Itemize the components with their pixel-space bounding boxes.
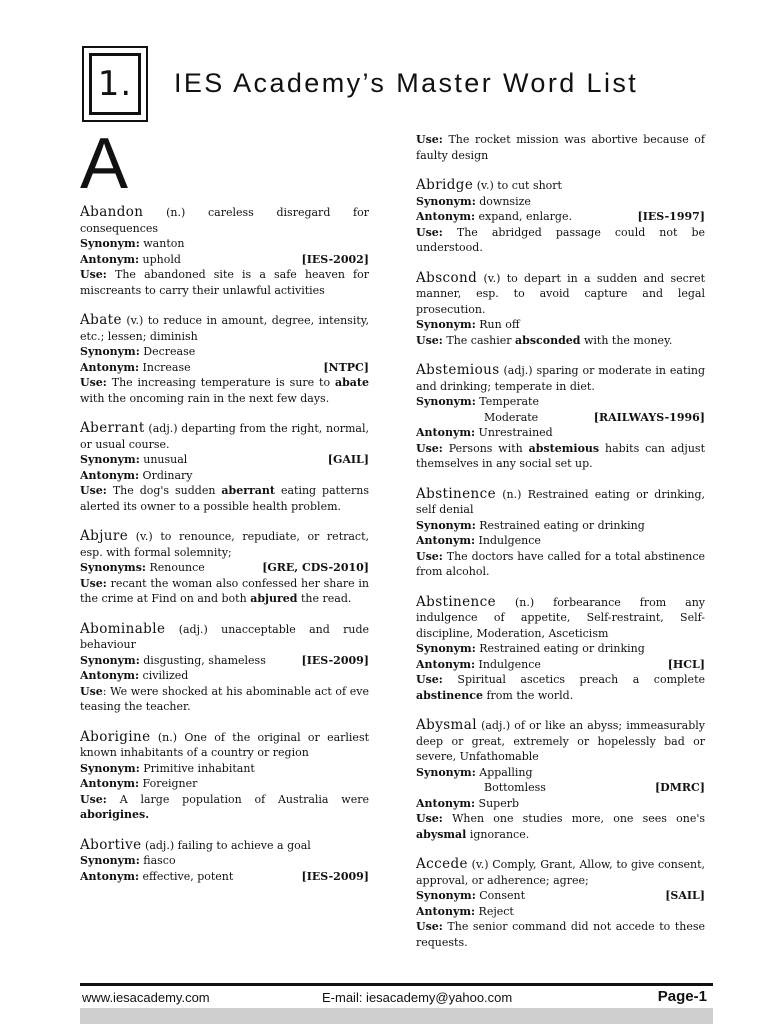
headword: Accede <box>416 856 468 872</box>
definition: departing from the right, normal, or usual course. <box>80 422 369 451</box>
antonym: Unrestrained <box>478 426 553 439</box>
part-of-speech: (v.) <box>471 858 489 871</box>
synonym: Run off <box>479 318 520 331</box>
antonym-label: Antonym: <box>80 468 140 482</box>
headword: Abscond <box>416 269 478 286</box>
use-label: Use: <box>80 484 107 497</box>
exam-source: [HCL] <box>667 657 705 671</box>
use-label: Use: <box>416 673 443 686</box>
synonym: disgusting, shameless <box>143 653 266 667</box>
use-label: Use: <box>416 441 443 455</box>
headword: Abysmal <box>416 717 477 733</box>
synonym-label: Synonym: <box>416 194 476 208</box>
synonym-2: Bottomless <box>484 781 546 794</box>
synonym-label: Synonym: <box>80 453 140 466</box>
exam-source: [DMRC] <box>654 781 705 794</box>
footer-bar <box>80 1008 713 1024</box>
part-of-speech: (adj.) <box>148 422 178 435</box>
use-label: Use: <box>80 792 107 806</box>
part-of-speech: (v.) <box>476 179 494 192</box>
usage-highlight: absconded <box>515 333 581 347</box>
page-title: IES Academy’s Master Word List <box>174 68 639 98</box>
usage-example: The rocket mission was abortive because of faulty design <box>416 133 705 162</box>
synonym: Temperate <box>479 395 539 408</box>
exam-source: [GAIL] <box>327 453 369 466</box>
synonym: Restrained eating or drinking <box>479 518 645 532</box>
headword: Aborigine <box>80 728 151 745</box>
definition: Restrained eating or drinking, self denial <box>416 487 706 516</box>
exam-source: [IES-2009] <box>301 653 369 667</box>
synonym: Restrained eating or drinking <box>479 642 645 655</box>
use-label: Use: <box>416 920 443 933</box>
headword: Abstinence <box>416 593 496 610</box>
exam-source: [RAILWAYS-1996] <box>593 410 705 424</box>
definition: unacceptable and rude behaviour <box>80 622 370 651</box>
synonym: downsize <box>479 194 531 208</box>
usage-example-end: with the oncoming rain in the next few days. <box>80 391 330 405</box>
usage-highlight: aborigines. <box>80 808 150 821</box>
usage-example-end: habits can adjust themselves in any social set up. <box>416 441 705 470</box>
usage-example-end: from the world. <box>486 688 574 702</box>
headword: Abominable <box>80 620 166 637</box>
usage-highlight: abstinence <box>416 688 483 702</box>
usage-example: The dog's sudden <box>112 484 216 497</box>
antonym: Increase <box>142 360 191 374</box>
definition: careless disregard for consequences <box>80 206 370 235</box>
entry-abstemious <box>416 363 705 472</box>
synonym-label: Synonym: <box>416 395 476 408</box>
synonym-label: Synonym: <box>80 761 140 775</box>
headword: Abjure <box>80 528 129 544</box>
antonym: Indulgence <box>478 534 541 547</box>
synonym-2: Moderate <box>484 410 539 424</box>
part-of-speech: (v.) <box>483 271 501 285</box>
use-label: Use: <box>416 225 443 239</box>
entry-abate <box>80 313 369 406</box>
entry-abortive-continued <box>416 132 705 163</box>
use-label: Use: <box>80 268 107 281</box>
part-of-speech: (adj.) <box>145 838 175 852</box>
synonym-label: Synonym: <box>416 518 476 532</box>
use-label: Use: <box>416 549 443 563</box>
use-label: Use: <box>416 333 443 347</box>
synonym-label: Synonym: <box>80 237 140 250</box>
entry-abridge <box>416 178 705 256</box>
usage-example: : We were shocked at his abominable act of eve teasing the teacher. <box>80 684 369 713</box>
usage-highlight: abysmal <box>416 827 467 841</box>
antonym-label: Antonym: <box>416 796 476 810</box>
definition: to cut short <box>497 179 562 192</box>
usage-highlight: abjured <box>250 592 298 605</box>
entry-abstinence <box>416 487 705 580</box>
headword: Abstinence <box>416 485 496 502</box>
headword: Aberrant <box>80 420 145 436</box>
headword: Abstemious <box>416 362 500 378</box>
antonym-label: Antonym: <box>80 360 140 374</box>
headword: Abandon <box>80 204 144 220</box>
antonym-label: Antonym: <box>416 210 476 223</box>
definition: forbearance from any indulgence of appetite, Self-restraint, Self-discipline, Moderation, Asceticism <box>416 595 706 640</box>
part-of-speech: (n.) <box>166 206 186 219</box>
definition: of or like an abyss; immeasurably deep or great, extremely or hopelessly bad or severe, Unfathomable <box>416 719 705 763</box>
antonym-label: Antonym: <box>80 252 140 266</box>
entry-abjure <box>80 529 369 607</box>
section-letter: A <box>80 124 129 204</box>
part-of-speech: (n.) <box>515 595 535 609</box>
entry-aborigine <box>80 730 369 823</box>
entry-abstinence-2 <box>416 595 705 704</box>
part-of-speech: (n.) <box>502 487 522 501</box>
antonym: civilized <box>142 669 189 682</box>
synonym-label: Synonym: <box>80 653 140 667</box>
footer-rule <box>80 983 713 986</box>
chapter-number: 1. <box>89 53 141 115</box>
antonym-label: Antonym: <box>80 669 140 682</box>
part-of-speech: (v.) <box>135 530 153 543</box>
usage-example: Persons with <box>448 441 523 455</box>
usage-example: recant the woman also confessed her share in the crime at Find on and both <box>80 576 369 605</box>
use-label: Use: <box>80 576 107 590</box>
definition: sparing or moderate in eating and drinking; temperate in diet. <box>416 364 706 393</box>
page-number: Page-1 <box>657 988 707 1005</box>
antonym: Ordinary <box>142 468 193 482</box>
usage-example: The abridged passage could not be understood. <box>416 225 705 254</box>
usage-example-end: eating patterns alerted its owner to a possible health problem. <box>80 484 369 513</box>
usage-highlight: abate <box>334 376 370 389</box>
part-of-speech: (adj.) <box>481 719 511 732</box>
antonym-label: Antonym: <box>416 657 476 671</box>
headword: Abridge <box>416 177 474 193</box>
usage-example: The cashier <box>446 333 512 347</box>
usage-example: The abandoned site is a safe heaven for miscreants to carry their unlawful activities <box>80 268 370 297</box>
headword: Abate <box>80 312 122 328</box>
antonym: Foreigner <box>142 777 198 790</box>
synonym-label: Synonym: <box>80 345 140 358</box>
synonym-label: Synonym: <box>80 854 140 867</box>
entry-abysmal <box>416 718 705 842</box>
synonym: Primitive inhabitant <box>143 761 255 775</box>
part-of-speech: (adj.) <box>178 622 208 636</box>
usage-highlight: abstemious <box>528 441 600 455</box>
entry-accede <box>416 857 705 950</box>
usage-example: The doctors have called for a total abstinence from alcohol. <box>416 549 706 578</box>
usage-example-end: with the money. <box>583 333 673 347</box>
antonym: Superb <box>478 796 520 810</box>
antonym: uphold <box>142 252 181 266</box>
part-of-speech: (v.) <box>126 314 144 327</box>
synonym-label: Synonym: <box>416 642 476 655</box>
synonym: fiasco <box>143 854 176 867</box>
antonym-label: Antonym: <box>80 777 140 790</box>
synonym: Decrease <box>143 345 196 358</box>
use-label: Use <box>80 684 103 698</box>
synonym: Renounce <box>149 561 205 574</box>
page-footer <box>80 988 713 1006</box>
synonym-label: Synonym: <box>416 765 476 779</box>
usage-example-end: ignorance. <box>469 827 530 841</box>
antonym-label: Antonym: <box>416 426 476 439</box>
exam-source: [NTPC] <box>323 360 369 374</box>
definition: to renounce, repudiate, or retract, esp. with formal solemnity; <box>80 530 370 559</box>
usage-example: Spiritual ascetics preach a complete <box>457 673 705 686</box>
definition: to depart in a sudden and secret manner, esp. to avoid capture and legal prosecution. <box>416 271 706 316</box>
exam-source: [SAIL] <box>665 889 705 902</box>
exam-source: [IES-2002] <box>301 252 369 266</box>
entry-abandon <box>80 205 369 298</box>
footer-website[interactable]: www.iesacademy.com <box>82 990 210 1005</box>
antonym-label: Antonym: <box>416 904 476 918</box>
usage-example-end: the read. <box>300 592 352 605</box>
usage-highlight: aberrant <box>221 484 276 497</box>
antonym: Reject <box>478 904 514 918</box>
antonym-label: Antonym: <box>416 534 476 547</box>
synonym: Consent <box>479 889 526 902</box>
chapter-number-box <box>82 46 148 122</box>
antonym: effective, potent <box>142 869 234 883</box>
part-of-speech: (adj.) <box>503 364 533 377</box>
synonym: Appalling <box>479 765 533 779</box>
antonym: expand, enlarge. <box>478 210 572 223</box>
headword: Abortive <box>80 836 142 853</box>
synonym: wanton <box>143 237 185 250</box>
exam-source: [IES-1997] <box>637 210 705 223</box>
definition: to reduce in amount, degree, intensity, etc.; lessen; diminish <box>80 314 370 343</box>
left-column <box>80 205 369 899</box>
entry-abortive <box>80 838 369 885</box>
usage-example: When one studies more, one sees one's <box>452 812 706 825</box>
use-label: Use: <box>416 812 443 825</box>
definition: Comply, Grant, Allow, to give consent, approval, or adherence; agree; <box>416 858 706 887</box>
synonym-label: Synonyms: <box>80 561 146 574</box>
usage-example: The senior command did not accede to these requests. <box>416 920 705 949</box>
synonym: unusual <box>143 453 188 466</box>
right-column <box>416 132 705 965</box>
antonym: Indulgence <box>478 657 541 671</box>
use-label: Use: <box>416 133 443 146</box>
use-label: Use: <box>80 376 107 389</box>
definition: failing to achieve a goal <box>177 838 311 852</box>
exam-source: [GRE, CDS-2010] <box>262 561 369 574</box>
synonym-label: Synonym: <box>416 318 476 331</box>
footer-email[interactable]: E-mail: iesacademy@yahoo.com <box>322 990 513 1005</box>
entry-abscond <box>416 271 705 349</box>
entry-aberrant <box>80 421 369 514</box>
usage-example: A large population of Australia were <box>119 792 370 806</box>
exam-source: [IES-2009] <box>301 869 369 883</box>
part-of-speech: (n.) <box>157 730 178 744</box>
synonym-label: Synonym: <box>416 889 476 902</box>
definition: One of the original or earliest known inhabitants of a country or region <box>80 730 370 759</box>
antonym-label: Antonym: <box>80 869 140 883</box>
entry-abominable <box>80 622 369 715</box>
usage-example: The increasing temperature is sure to <box>111 376 331 389</box>
